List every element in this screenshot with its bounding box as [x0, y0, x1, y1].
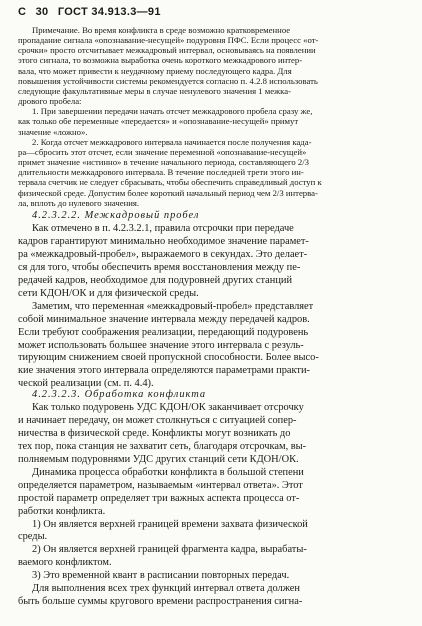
paragraph-line: Как отмечено в п. 4.2.3.2.1, правила отсрочки при передаче: [32, 222, 294, 234]
note-line: следующие факультативные меры в случае ненулевого значения 1 межка-: [18, 85, 291, 96]
paragraph-line: ваемого конфликтом.: [18, 557, 112, 569]
section-title: 4.2.3.2.2. Межкадровый пробел: [32, 210, 200, 221]
paragraph-line: собой минимальное значение интервала между передачей кадров.: [18, 313, 310, 325]
note-block: [18, 25, 406, 208]
paragraph-line: полняемым подуровнями УДС других станций сети КДОН/ОК.: [18, 453, 299, 465]
paragraph-line: ничества в физической среде. Конфликты могут возникать до: [18, 427, 291, 439]
note-line: ра—сбросить этот отсчет, если значение переменной «опознавание-несущей»: [18, 146, 307, 157]
note-line: ла, вплоть до нулевого значения.: [18, 197, 140, 208]
note-line: этого сигнала, то возможна выработка очень короткого межкадрового интер-: [18, 55, 303, 66]
note-line: 1. При завершении передачи начать отсчет межкадрового пробела сразу же,: [32, 106, 313, 117]
note-line: дрового пробела:: [18, 96, 82, 107]
section-interframe-gap: [18, 210, 406, 391]
paragraph-line: Если требуют соображения реализации, передающий подуровень: [18, 326, 309, 338]
note-line: длительности межкадрового интервала. В течение последней трети этого ин-: [18, 167, 304, 178]
section-collision-handling: [18, 389, 406, 609]
note-line: Примечание. Во время конфликта в среде возможно кратковременное: [32, 25, 291, 35]
note-line: срочки» просто отсчитывает межкадровый интервал, основываясь на появлении: [18, 45, 316, 56]
paragraph-line: ся для того, чтобы обеспечить время восстановления между пе-: [18, 261, 301, 273]
paragraph-line: Динамика процесса обработки конфликта в большой степени: [32, 466, 304, 478]
note-line: 2. Когда отсчет межкадрового интервала начинается после получения када-: [32, 136, 312, 147]
paragraph-line: тирующим снижением своей пропускной способности. Более высо-: [18, 352, 319, 364]
paragraph-line: ческой реализации (см. п. 4.4).: [18, 378, 154, 390]
paragraph-line: ра «межкадровый-пробел», выражаемого в секундах. Это делает-: [18, 248, 308, 260]
paragraph-line: простой параметр определяет три важных аспекта процесса от-: [18, 492, 300, 504]
section-title: 4.2.3.2.3. Обработка конфликта: [32, 389, 207, 400]
paragraph-line: может использовать большее значение этого интервала с резуль-: [18, 339, 304, 351]
paragraph-line: кадров гарантируют минимально необходимое значение парамет-: [18, 235, 309, 247]
paragraph-line: 2) Он является верхней границей фрагмента кадра, вырабаты-: [32, 544, 307, 556]
paragraph-line: Как только подуровень УДС КДОН/ОК заканчивает отсрочку: [32, 401, 304, 413]
note-line: физической среде. Допустим более короткий начальный период чем 2/3 интерва-: [18, 187, 318, 198]
paragraph-line: определяется параметром, называемым «интервал ответа». Этот: [18, 479, 303, 491]
note-line: повышения устойчивости системы рекомендуется согласно п. 4.2.8 использовать: [18, 75, 318, 86]
paragraph-line: сети КДОН/ОК и для физической среды.: [18, 287, 199, 299]
paragraph-line: и начинает передачу, он может столкнуться с ситуацией сопер-: [18, 414, 297, 426]
note-line: значение «ложно».: [18, 126, 88, 137]
paragraph-line: 1) Он является верхней границей времени захвата физической: [32, 518, 308, 530]
note-line: пропадание сигнала «опознавание-несущей» подуровня ПФС. Если процесс «от-: [18, 35, 319, 46]
page-number: 30: [35, 6, 49, 18]
page-header: [18, 6, 167, 18]
note-line: примет значение «истинно» в течение начального периода, составляющего 2/3: [18, 157, 309, 168]
paragraph-line: Заметим, что переменная «межкадровый-пробел» представляет: [32, 300, 314, 312]
note-line: как только обе переменные «передается» и «опознавание-несущей» примут: [18, 116, 299, 127]
standard-code: ГОСТ 34.913.3—91: [57, 6, 161, 18]
note-line: тервала счетчик не следует сбрасывать, чтобы обеспечить справедливый доступ к: [18, 177, 322, 188]
paragraph-line: редачей кадров, необходимое для подуровней других станций: [18, 274, 293, 286]
note-line: вала, что может привести к неудачному приему последующего кадра. Для: [18, 65, 292, 76]
paragraph-line: кие значения этого интервала определяются параметрами практи-: [18, 365, 310, 377]
header-prefix: С: [18, 6, 27, 18]
paragraph-line: среды.: [18, 531, 48, 543]
paragraph-line: Для выполнения всех трех функций интервал ответа должен: [32, 583, 300, 595]
paragraph-line: быть больше суммы кругового времени распространения сигна-: [18, 596, 303, 608]
paragraph-line: тех пор, пока станция не захватит сеть, благодаря отсрочкам, вы-: [18, 440, 307, 452]
paragraph-line: работки конфликта.: [18, 505, 106, 517]
paragraph-line: 3) Это временной квант в расписании повторных передач.: [32, 570, 290, 582]
